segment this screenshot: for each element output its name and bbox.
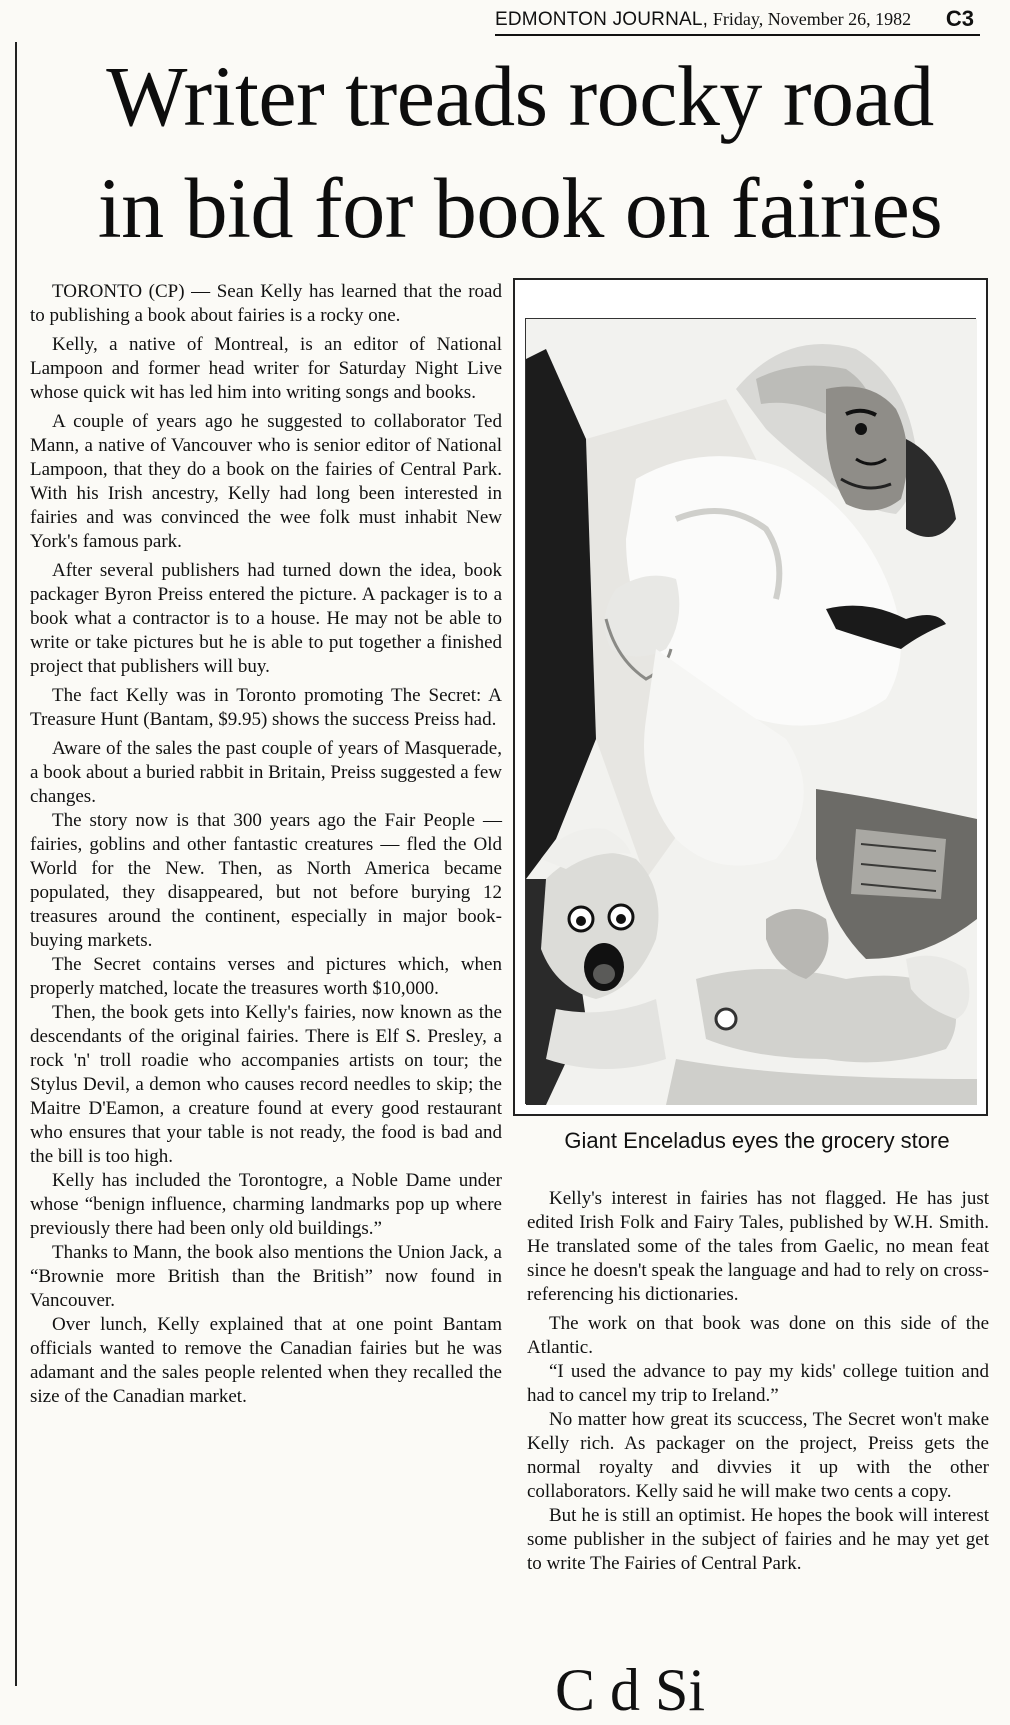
newspaper-name: EDMONTON JOURNAL,	[495, 9, 709, 30]
article-left-column	[30, 280, 502, 1409]
paragraph: The work on that book was done on this side of the Atlantic.	[527, 1313, 989, 1358]
paragraph: But he is still an optimist. He hopes the book will interest some publisher in the subject of fairies and he may yet get to write The Fairies of Central Park.	[527, 1505, 989, 1574]
next-article-headline: C d Si	[555, 1657, 706, 1723]
paragraph: Thanks to Mann, the book also mentions the Union Jack, a “Brownie more British than the British” now found in Vancouver.	[30, 1242, 502, 1311]
issue-date: Friday, November 26, 1982	[712, 9, 912, 29]
headline-line-2: in bid for book on fairies	[97, 160, 943, 256]
paragraph: A couple of years ago he suggested to collaborator Ted Mann, a native of Vancouver who is senior editor of National Lampoon, that they do a book on the fairies of Central Park. With his Irish ancestry, Kelly had long been interested in fairies and was convinced the wee folk must inhabit New York's famous park.	[30, 411, 502, 552]
paragraph: Kelly, a native of Montreal, is an editor of National Lampoon and former head writer for Saturday Night Live whose quick wit has led him into writing songs and books.	[30, 334, 502, 403]
paragraph: After several publishers had turned down the idea, book packager Byron Preiss entered the picture. A packager is to a book what a contractor is to a house. He may not be able to write or take pictures but he is able to put together a finished project that publishers will buy.	[30, 560, 502, 677]
paragraph: No matter how great its scuccess, The Secret won't make Kelly rich. As packager on the project, Preiss gets the normal royalty and divvies it up with the other collaborators. Kelly said he will make two cents a copy.	[527, 1409, 989, 1502]
article-headline	[40, 40, 1000, 264]
paragraph: TORONTO (CP) — Sean Kelly has learned that the road to publishing a book about fairies is a rocky one.	[30, 281, 502, 326]
photo-caption: Giant Enceladus eyes the grocery store	[564, 1128, 950, 1153]
paragraph: Kelly has included the Torontogre, a Noble Dame under whose “benign influence, charming landmarks pop up where previously there had been only old buildings.”	[30, 1170, 502, 1239]
article-photo-frame	[513, 278, 988, 1116]
paragraph: “I used the advance to pay my kids' college tuition and had to cancel my trip to Ireland.”	[527, 1361, 989, 1406]
headline-line-1: Writer treads rocky road	[106, 48, 934, 144]
illustration-photo	[525, 318, 976, 1104]
column-rule	[15, 42, 17, 1686]
paragraph: The fact Kelly was in Toronto promoting The Secret: A Treasure Hunt (Bantam, $9.95) shows the success Preiss had.	[30, 685, 502, 730]
page-masthead	[495, 4, 980, 36]
paragraph: Aware of the sales the past couple of years of Masquerade, a book about a buried rabbit in Britain, Preiss suggested a few changes.	[30, 738, 502, 807]
article-right-column	[527, 1187, 989, 1576]
paragraph: Then, the book gets into Kelly's fairies, now known as the descendants of the original fairies. There is Elf S. Presley, a rock 'n' troll roadie who accompanies artists on tour; the Stylus Devil, a demon who causes record needles to skip; the Maitre D'Eamon, a creature found at every good restaurant who ensures that your table is not ready, the food is bad and the bill is too high.	[30, 1002, 502, 1167]
page-number: C3	[945, 6, 974, 31]
paragraph: Over lunch, Kelly explained that at one point Bantam officials wanted to remove the Canadian fairies but he was adamant and the sales people relented when they recalled the size of the Canadian market.	[30, 1314, 502, 1407]
paragraph: The story now is that 300 years ago the Fair People — fairies, goblins and other fantastic creatures — fled the Old World for the New. Then, as North America became populated, they disappeared, but not before burying 12 treasures around the continent, especially in major book-buying markets.	[30, 810, 502, 951]
paragraph: The Secret contains verses and pictures which, when properly matched, locate the treasures worth $10,000.	[30, 954, 502, 999]
paragraph: Kelly's interest in fairies has not flagged. He has just edited Irish Folk and Fairy Tales, published by W.H. Smith. He translated some of the tales from Gaelic, no mean feat since he doesn't speak the language and had to rely on cross-referencing his dictionaries.	[527, 1188, 989, 1305]
